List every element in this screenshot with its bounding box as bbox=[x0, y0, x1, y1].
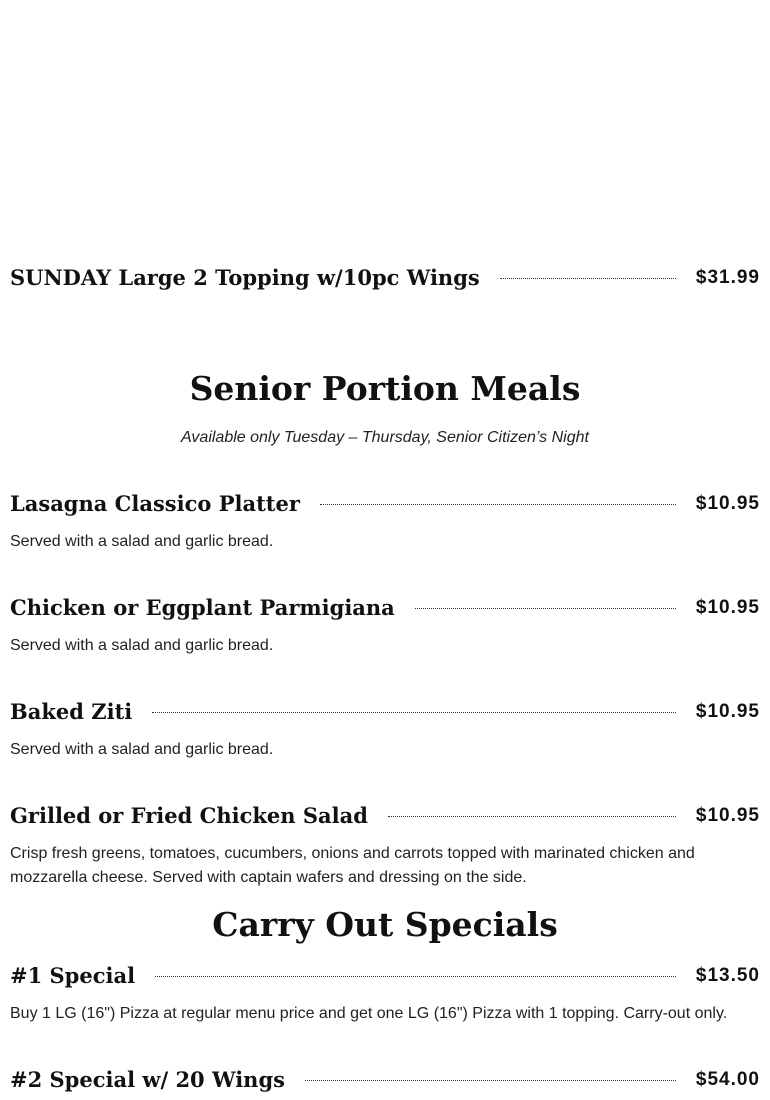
menu-item-name: Lasagna Classico Platter bbox=[10, 491, 300, 516]
menu-item-price: $10.95 bbox=[695, 700, 760, 722]
menu-item-lasagna bbox=[10, 491, 760, 516]
menu-item-description: Served with a salad and garlic bread. bbox=[10, 533, 274, 550]
menu-item-description: Served with a salad and garlic bread. bbox=[10, 741, 274, 758]
menu-item-price: $54.00 bbox=[695, 1068, 760, 1090]
menu-item-name: Chicken or Eggplant Parmigiana bbox=[10, 595, 395, 620]
menu-item-description: Served with a salad and garlic bread. bbox=[10, 637, 274, 654]
menu-item-name: Baked Ziti bbox=[10, 699, 133, 724]
section-title-senior-portion-meals: Senior Portion Meals bbox=[189, 369, 581, 408]
dotted-leader bbox=[388, 816, 676, 817]
menu-item-price: $10.95 bbox=[695, 596, 760, 618]
menu-item-parmigiana bbox=[10, 595, 760, 620]
section-title-carry-out-specials: Carry Out Specials bbox=[212, 905, 558, 944]
menu-item-name: SUNDAY Large 2 Topping w/10pc Wings bbox=[10, 265, 480, 290]
dotted-leader bbox=[155, 976, 676, 977]
menu-item-name: #2 Special w/ 20 Wings bbox=[10, 1067, 285, 1092]
dotted-leader bbox=[500, 278, 676, 279]
menu-item-special-1 bbox=[10, 963, 760, 988]
dotted-leader bbox=[320, 504, 676, 505]
dotted-leader bbox=[305, 1080, 676, 1081]
menu-item-baked-ziti bbox=[10, 699, 760, 724]
dotted-leader bbox=[152, 712, 676, 713]
menu-item-price: $10.95 bbox=[695, 804, 760, 826]
section-subtitle: Available only Tuesday – Thursday, Senior Citizen’s Night bbox=[181, 429, 589, 446]
menu-item-sunday bbox=[10, 265, 760, 290]
menu-item-description: Buy 1 LG (16") Pizza at regular menu price and get one LG (16") Pizza with 1 topping. Carry-out only. bbox=[10, 1005, 728, 1022]
menu-item-chicken-salad bbox=[10, 803, 760, 828]
menu-item-description: Crisp fresh greens, tomatoes, cucumbers, onions and carrots topped with marinated chicken and mozzarella cheese. Served with captain wafers and dressing on the side. bbox=[10, 845, 695, 886]
menu-item-special-2 bbox=[10, 1067, 760, 1092]
menu-item-price: $31.99 bbox=[695, 266, 760, 288]
menu-item-price: $10.95 bbox=[695, 492, 760, 514]
dotted-leader bbox=[415, 608, 676, 609]
menu-item-name: Grilled or Fried Chicken Salad bbox=[10, 803, 368, 828]
menu-item-price: $13.50 bbox=[695, 964, 760, 986]
menu-item-name: #1 Special bbox=[10, 963, 136, 988]
